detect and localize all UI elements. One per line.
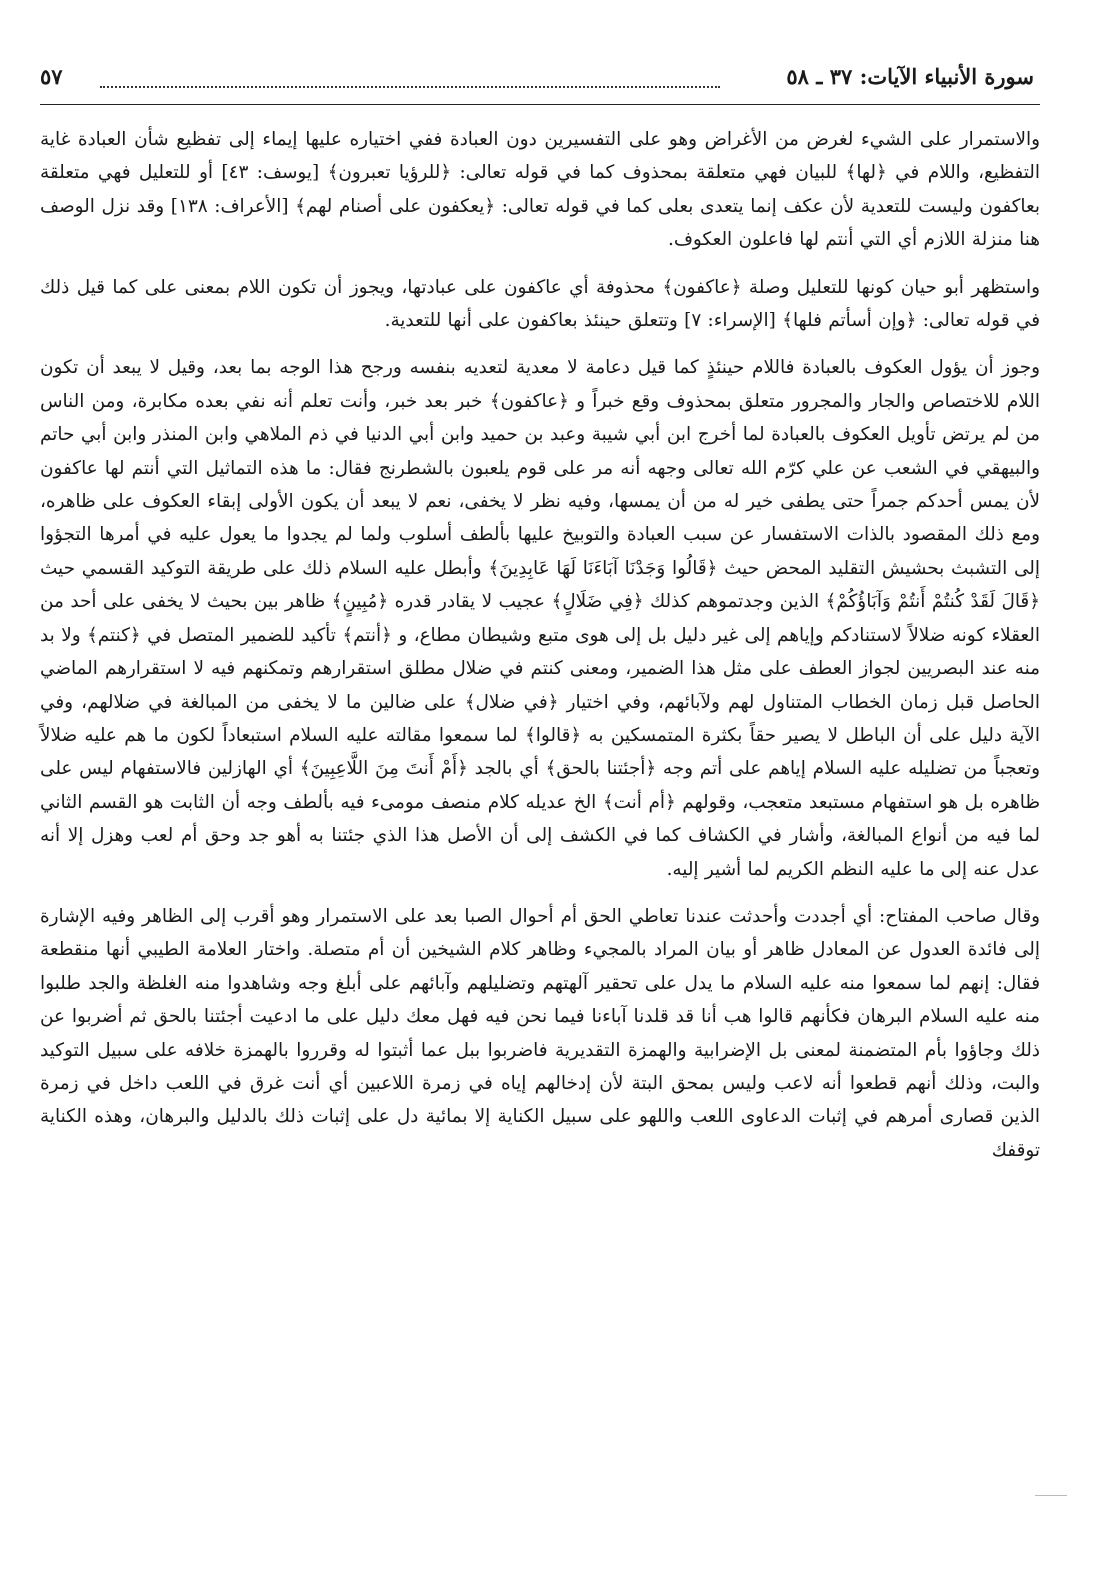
page-number: ٥٧ <box>40 64 63 89</box>
paragraph-2: واستظهر أبو حيان كونها للتعليل وصلة ﴿عاكفون﴾ محذوفة أي عاكفون على عبادتها، ويجوز أن تكون اللام بمعنى على كما قيل ذلك في قوله تعالى: ﴿وإن أسأتم فلها﴾ [الإسراء: ٧] وتتعلق حينئذ بعاكفون على أنها للتعدية. <box>40 276 1040 332</box>
paragraph-1: والاستمرار على الشيء لغرض من الأغراض وهو على التفسيرين دون العبادة ففي اختياره عليها إيماء إلى تفظيع شأن العبادة غاية التفظيع، واللام في ﴿لها﴾ للبيان فهي متعلقة بمحذوف كما في قوله تعالى: ﴿للرؤيا تعبرون﴾ [يوسف: ٤٣] أو للتعليل فهي متعلقة بعاكفون وليست للتعدية لأن عكف إنما يتعدى بعلى كما في قوله تعالى: ﴿يعكفون على أصنام لهم﴾ [الأعراف: ١٣٨] وقد نزل الوصف هنا منزلة اللازم أي التي أنتم لها فاعلون العكوف. <box>40 129 1040 251</box>
surah-title: سورة الأنبياء الآيات: ٣٧ ـ ٥٨ <box>786 64 1034 89</box>
paragraph-4: وقال صاحب المفتاح: أي أجددت وأحدثت عندنا تعاطي الحق أم أحوال الصبا بعد على الاستمرار وهو أقرب إلى الظاهر وفيه الإشارة إلى فائدة العدول عن المعادل ظاهر أو بيان المراد بالمجيء وظاهر كلام الشيخين أن أم متصلة. واختار العلامة الطيبي أنها منقطعة فقال: إنهم لما سمعوا منه عليه السلام ما يدل على تحقير آلهتهم وتضليلهم وآبائهم على أبلغ وجه وشاهدوا منه الغلظة والجد طلبوا منه عليه السلام البرهان فكأنهم قالوا هب أنا قد قلدنا آباءنا فيما نحن فيه فهل معك دليل على ما ادعيت أجئتنا بالحق ثم أضربوا عن ذلك وجاؤوا بأم المتضمنة لمعنى بل الإضرابية والهمزة التقديرية فاضربوا ببل عما أثبتوا له وقرروا بالهمزة خلافه على سبيل التوكيد والبت، وذلك أنهم قطعوا أنه لاعب وليس بمحق البتة لأن إدخالهم إياه في زمرة اللاعبين أي أنت غرق في اللعب داخل في زمرة الذين قصارى أمرهم في إثبات الدعاوى اللعب واللهو على سبيل الكناية إلا بمائية دل على إثبات ذلك بالدليل والبرهان، وهذه الكناية توقفك <box>40 905 1040 1161</box>
book-page <box>40 58 1040 1167</box>
paragraph-3: وجوز أن يؤول العكوف بالعبادة فاللام حينئذٍ كما قيل دعامة لا معدية لتعديه بنفسه ورجح هذا الوجه بما بعد، وقيل لا يبعد أن تكون اللام للاختصاص والجار والمجرور متعلق بمحذوف وقع خبراً و ﴿عاكفون﴾ خبر بعد خبر، وأنت تعلم أنه نفي بعده مكابرة، ومن الناس من لم يرتض تأويل العكوف بالعبادة لما أخرج ابن أبي شيبة وعبد بن حميد وابن أبي الدنيا في ذم الملاهي وابن المنذر وابن أبي حاتم والبيهقي في الشعب عن علي كرّم الله تعالى وجهه أنه مر على قوم يلعبون بالشطرنج فقال: ما هذه التماثيل التي أنتم لها عاكفون لأن يمس أحدكم جمراً حتى يطفى خير له من أن يمسها، وفيه نظر لا يخفى، نعم لا يبعد أن يكون الأولى إبقاء العكوف على ظاهره، ومع ذلك المقصود بالذات الاستفسار عن سبب العبادة والتوبيخ عليها بألطف أسلوب ولما لم يجدوا ما يعول عليه في أمرها التجؤوا إلى التشبث بحشيش التقليد المحض حيث ﴿قَالُوا وَجَدْنَا آبَاءَنَا لَهَا عَابِدِينَ﴾ وأبطل عليه السلام ذلك على طريقة التوكيد القسمي حيث ﴿قَالَ لَقَدْ كُنتُمْ أَنتُمْ وَآبَاؤُكُمْ﴾ الذين وجدتموهم كذلك ﴿فِي ضَلَالٍ﴾ عجيب لا يقادر قدره ﴿مُبِينٍ﴾ ظاهر بين بحيث لا يخفى على أحد من العقلاء كونه ضلالاً لاستنادكم وإياهم إلى غير دليل بل إلى هوى متبع وشيطان مطاع، و ﴿أنتم﴾ تأكيد للضمير المتصل في ﴿كنتم﴾ ولا بد منه عند البصريين لجواز العطف على مثل هذا الضمير، ومعنى كنتم في ضلال مطلق استقرارهم وتمكنهم فيه لا استقرارهم الماضي الحاصل قبل زمان الخطاب المتناول لهم ولآبائهم، وفي اختيار ﴿في ضلال﴾ على ضالين ما لا يخفى من المبالغة في ضلالهم، وفي الآية دليل على أن الباطل لا يصير حقاً بكثرة المتمسكين به ﴿قالوا﴾ لما سمعوا مقالته عليه السلام استبعاداً لكون ما هم عليه ضلالاً وتعجباً من تضليله عليه السلام إياهم على أتم وجه ﴿أجئتنا بالحق﴾ أي بالجد ﴿أَمْ أَنتَ مِنَ اللَّاعِبِينَ﴾ أي الهازلين فالاستفهام ليس على ظاهره بل هو استفهام مستبعد متعجب، وقولهم ﴿أم أنت﴾ الخ عديله كلام منصف مومىء فيه بألطف وجه أن الثابت هو القسم الثاني لما فيه من أنواع المبالغة، وأشار في الكشاف كما في الكشف إلى أن الأصل هذا الذي جئتنا به أهو جد وحق أم لعب وهزل إلا أنه عدل عنه إلى ما عليه النظم الكريم لما أشير إليه. <box>40 357 1040 880</box>
running-header <box>40 58 1040 105</box>
scan-mark <box>1035 1495 1067 1496</box>
leader-dots <box>100 86 720 88</box>
